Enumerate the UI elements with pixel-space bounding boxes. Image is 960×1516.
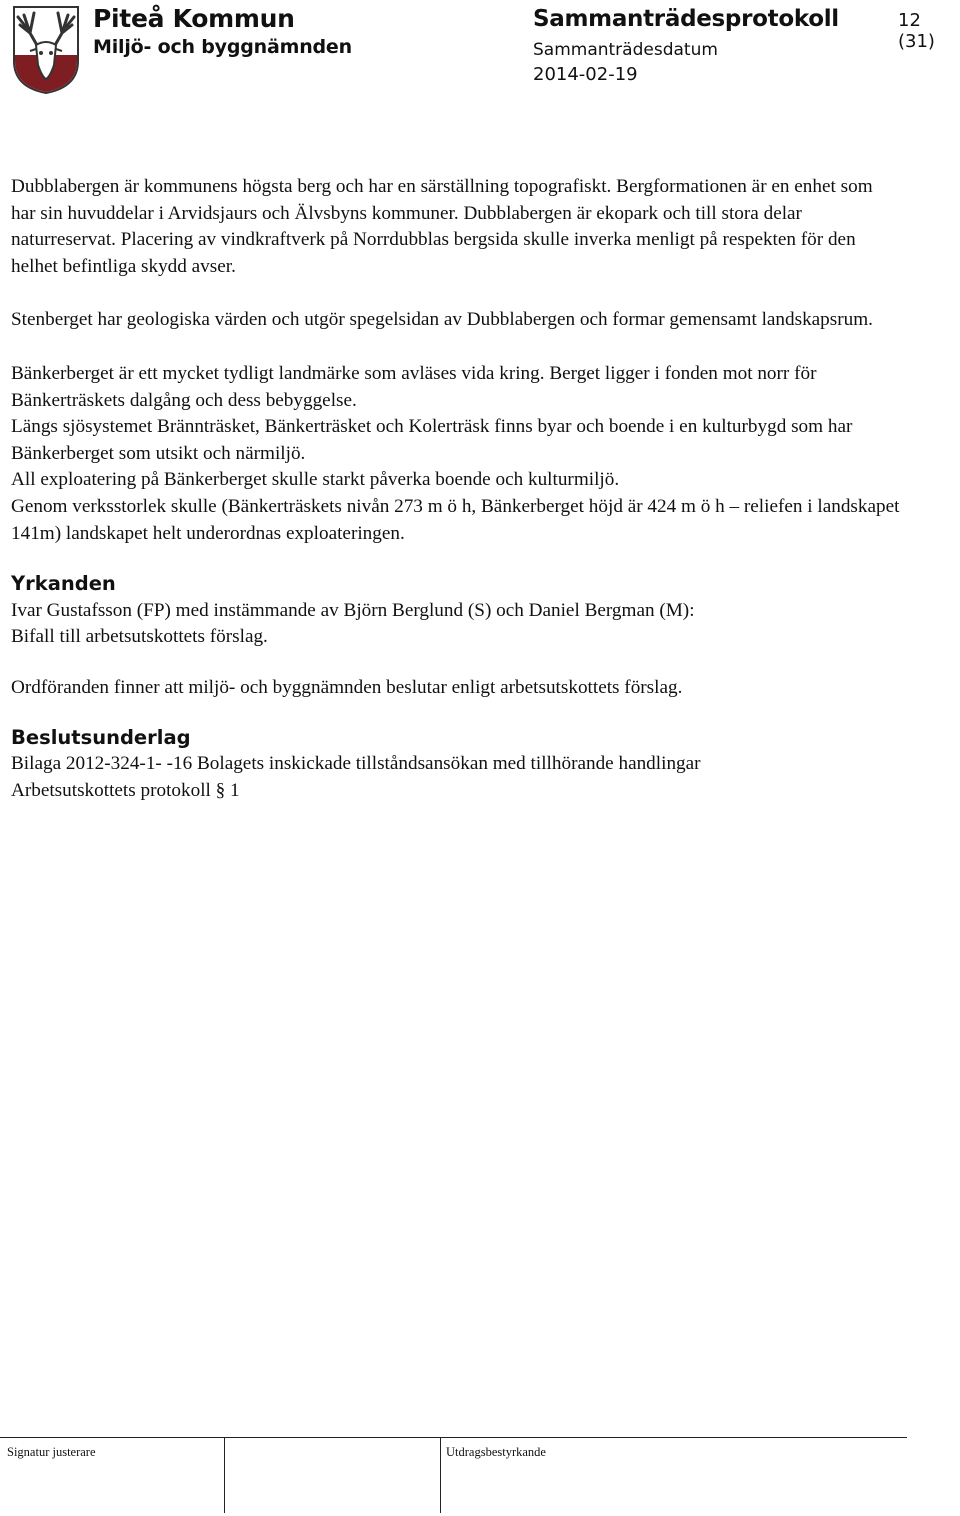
footer-divider (0, 1437, 907, 1438)
pitea-coat-of-arms-icon (10, 3, 82, 95)
page-number: 12 (31) (898, 10, 935, 52)
committee-name: Miljö- och byggnämnden (93, 36, 352, 58)
signatur-justerare-label: Signatur justerare (7, 1445, 96, 1459)
paragraph-bankerberget: Bänkerberget är ett mycket tydligt landmärke som avläses vida kring. Berget ligger i fonden mot norr för Bänkerträskets dalgång och dess bebyggelse. (11, 362, 817, 411)
paragraph-verksstorlek: Genom verksstorlek skulle (Bänkerträskets nivån 273 m ö h, Bänkerberget höjd är 424 m ö h – reliefen i landskapet 141m) landskapet helt underordnas exploateringen. (11, 495, 900, 544)
paragraph-dubblabergen: Dubblabergen är kommunens högsta berg och har en särställning topografiskt. Bergformationen är en enhet som har sin huvuddelar i Arvidsjaurs och Älvsbyns kommuner. Dubblabergen är ekopark och till stora delar naturreservat. Placering av vindkraftverk på Norrdubblas bergsida skulle inverka menligt på respekten för den helhet befintliga skydd avser. (11, 176, 873, 277)
protocol-body (11, 174, 901, 804)
utdragsbestyrkande-label: Utdragsbestyrkande (446, 1445, 546, 1459)
meeting-date-label: Sammanträdesdatum (533, 40, 718, 60)
document-type-title: Sammanträdesprotokoll (533, 6, 839, 32)
paragraph-exploatering: All exploatering på Bänkerberget skulle starkt påverka boende och kulturmiljö. (11, 469, 620, 491)
decision-paragraph: Ordföranden finner att miljö- och byggnämnden beslutar enligt arbetsutskottets förslag. (11, 676, 683, 698)
yrkanden-heading: Yrkanden (11, 572, 116, 596)
beslutsunderlag-line: Arbetsutskottets protokoll § 1 (11, 779, 240, 801)
paragraph-stenberget: Stenberget har geologiska värden och utgör spegelsidan av Dubblabergen och formar gemensamt landskapsrum. (11, 309, 873, 331)
paragraph-sjosystemet: Längs sjösystemet Brännträsket, Bänkerträsket och Kolerträsk finns byar och boende i en kulturbygd som har Bänkerberget som utsikt och närmiljö. (11, 416, 853, 464)
signature-footer (0, 1437, 960, 1516)
beslutsunderlag-heading: Beslutsunderlag (11, 725, 191, 749)
meeting-date: 2014-02-19 (533, 64, 638, 85)
beslutsunderlag-line: Bilaga 2012-324-1- -16 Bolagets inskickade tillståndsansökan med tillhörande handlingar (11, 753, 701, 775)
footer-column-divider (440, 1437, 441, 1513)
yrkanden-line: Ivar Gustafsson (FP) med instämmande av Björn Berglund (S) och Daniel Bergman (M): (11, 599, 695, 621)
yrkanden-line: Bifall till arbetsutskottets förslag. (11, 626, 268, 648)
footer-column-divider (224, 1437, 225, 1513)
organization-name: Piteå Kommun (93, 4, 295, 33)
